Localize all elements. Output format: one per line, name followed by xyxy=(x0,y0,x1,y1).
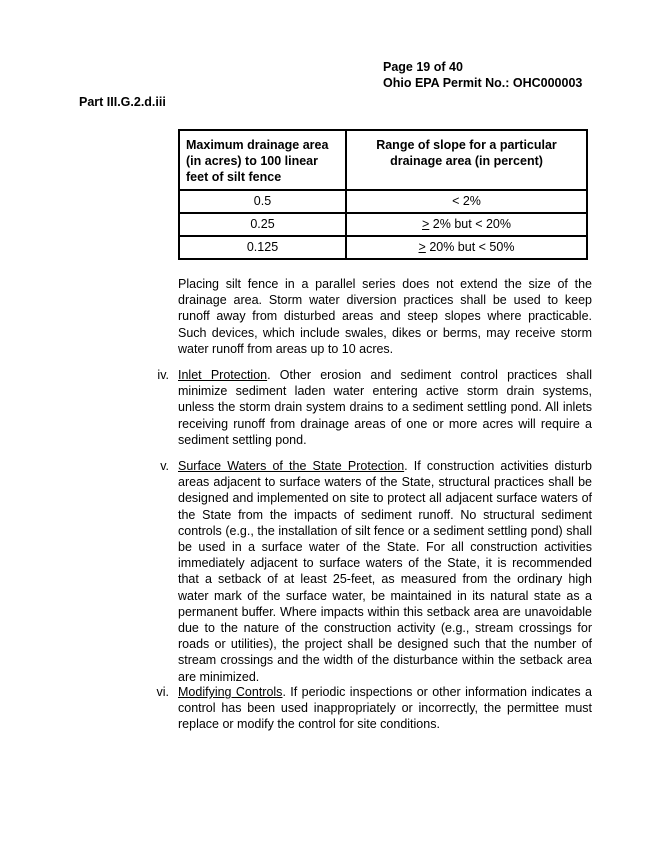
table-row xyxy=(179,213,587,236)
silt-fence-table xyxy=(178,129,588,260)
item-text: . If construction activities disturb areas adjacent to surface waters of the State, structural practices shall be designed and implemented on site to protect all adjacent surface waters of the State from the impacts of sediment runoff. No structural sediment controls (e.g., the installation of silt fence or a sediment settling pond) shall be used in a surface water of the State. For all construction activities immediately adjacent to surface waters of the State, it is recommended that a setback of at least 25-feet, as measured from the ordinary high water mark of the surface water, be maintained in its natural state as a permanent buffer. Where impacts within this setback area are unavoidable due to the nature of the construction activity (e.g., stream crossings for roads or utilities), the project shall be designed such that the number of stream crossings and the width of the disturbance within the setback area are minimized. xyxy=(178,459,592,684)
paragraph-iii-continuation: Placing silt fence in a parallel series does not extend the size of the drainage area. Storm water diversion practices shall be used to keep runoff away from disturbed areas and steep slopes where practicable. Such devices, which include swales, dikes or berms, may receive storm water runoff from areas up to 10 acres. xyxy=(178,277,592,356)
slope-symbol: > xyxy=(418,240,426,254)
slope-range-text: 2% but < 20% xyxy=(429,217,511,231)
item-numeral-v: v. xyxy=(160,459,169,473)
item-text: . If periodic inspections or other information indicates a control has been used inappropriately or incorrectly, the permittee must replace or modify the control for site conditions. xyxy=(178,685,592,732)
item-title: Modifying Controls xyxy=(178,685,283,699)
table-header-row xyxy=(179,130,587,190)
column-header-drainage-area: Maximum drainage area (in acres) to 100 linear feet of silt fence xyxy=(179,130,346,190)
item-vi-modifying-controls xyxy=(178,684,592,733)
drainage-area-cell: 0.5 xyxy=(179,190,346,213)
item-title: Inlet Protection xyxy=(178,368,268,382)
slope-symbol: > xyxy=(422,217,430,231)
drainage-area-cell: 0.125 xyxy=(179,236,346,259)
table-row xyxy=(179,236,587,259)
slope-range-cell xyxy=(346,236,587,259)
item-v-surface-waters xyxy=(178,458,592,685)
slope-range-text: 20% but < 50% xyxy=(425,240,515,254)
slope-range-text: < 2% xyxy=(452,194,481,208)
item-iv-inlet-protection xyxy=(178,367,592,448)
page-number: Page 19 of 40 xyxy=(383,60,463,74)
item-title: Surface Waters of the State Protection xyxy=(178,459,405,473)
item-numeral-vi: vi. xyxy=(156,685,169,699)
drainage-area-cell: 0.25 xyxy=(179,213,346,236)
table-row xyxy=(179,190,587,213)
item-numeral-iv: iv. xyxy=(157,368,169,382)
page-header xyxy=(383,59,582,91)
column-header-slope-range: Range of slope for a particular drainage area (in percent) xyxy=(346,130,587,190)
slope-range-cell xyxy=(346,213,587,236)
part-label: Part III.G.2.d.iii xyxy=(79,95,166,109)
slope-range-cell xyxy=(346,190,587,213)
permit-number: Ohio EPA Permit No.: OHC000003 xyxy=(383,76,583,90)
item-text: . Other erosion and sediment control practices shall minimize sediment laden water entering active storm drain systems, unless the storm drain system drains to a sediment settling pond. All inlets receiving runoff from drainage areas of one or more acres will require a sediment settling pond. xyxy=(178,368,592,447)
